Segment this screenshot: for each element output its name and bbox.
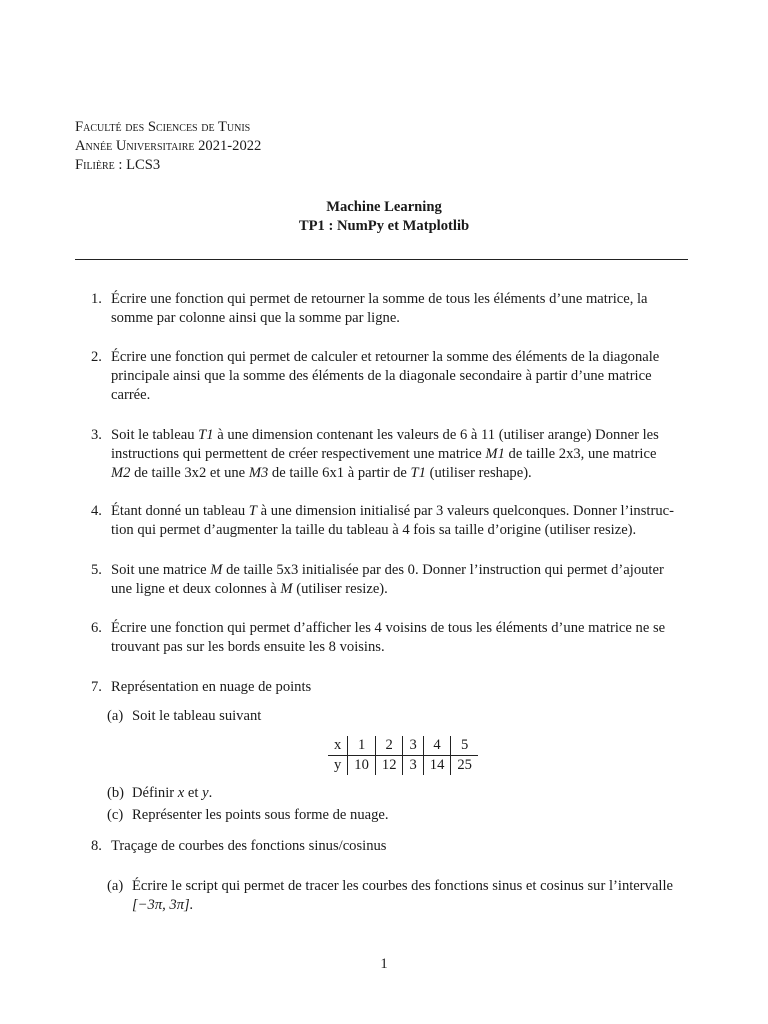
sub-question-text: Écrire le script qui permet de tracer les courbes des fonctions sinus et cosinus sur l’intervalle [132, 878, 674, 894]
question-number: 2. [91, 349, 102, 365]
math-variable: x [177, 785, 185, 801]
question-text-line: Représentation en nuage de points [111, 679, 312, 695]
question-text-line: Soit le tableau T1 à une dimension contenant les valeurs de 6 à 11 (utiliser arange) Donner les [111, 427, 659, 443]
question-text-line: Soit une matrice M de taille 5x3 initialisée par des 0. Donner l’instruction qui permet d’ajouter [111, 562, 664, 578]
question-number: 3. [91, 427, 102, 443]
question-text-line: M2 de taille 3x2 et une M3 de taille 6x1 à partir de T1 (utiliser reshape). [111, 465, 532, 481]
question-text-line: Écrire une fonction qui permet de retourner la somme de tous les éléments d’une matrice, la [111, 291, 648, 307]
math-variable: M3 [248, 465, 269, 481]
filiere: Filière : LCS3 [75, 157, 161, 173]
question-2 [75, 348, 688, 405]
table-cell: 14 [423, 756, 451, 776]
table-cell: 10 [348, 756, 376, 776]
math-variable: M1 [485, 446, 505, 462]
faculty-name: Faculté des Sciences de Tunis [75, 119, 251, 135]
math-variable: T1 [198, 427, 214, 443]
question-7a [107, 707, 688, 726]
document-title [0, 198, 768, 236]
math-variable: y [202, 785, 209, 801]
table-cell: 12 [375, 756, 403, 776]
table-cell: 3 [403, 736, 423, 756]
course-title: Machine Learning [326, 199, 442, 215]
question-text-line: une ligne et deux colonnes à M (utiliser resize). [111, 581, 388, 597]
tp-title: TP1 : NumPy et Matplotlib [298, 218, 470, 234]
question-text-line: carrée. [111, 387, 151, 403]
question-3 [75, 426, 688, 483]
document-header [75, 118, 261, 175]
math-variable: T [248, 503, 257, 519]
table-cell: x [328, 736, 348, 756]
question-text-line: Écrire une fonction qui permet d’afficher les 4 voisins de tous les éléments d’une matrice ne se [111, 620, 666, 636]
math-variable: M [210, 562, 223, 578]
table-row-x [328, 736, 478, 756]
question-text-line: Traçage de courbes des fonctions sinus/cosinus [111, 838, 387, 854]
question-text-line: instructions qui permettent de créer respectivement une matrice M1 de taille 2x3, une matrice [111, 446, 657, 462]
interval-expression: [−3π, 3π]. [132, 897, 194, 913]
page-number: 1 [380, 956, 388, 972]
math-variable: T1 [410, 465, 426, 481]
question-4 [75, 502, 688, 540]
table-cell: 4 [423, 736, 451, 756]
table-cell: y [334, 757, 342, 773]
sub-question-text: Soit le tableau suivant [132, 708, 262, 724]
question-8 [75, 837, 688, 856]
sub-question-label: (a) [107, 708, 124, 724]
table-cell: 1 [348, 736, 376, 756]
math-variable: M2 [111, 465, 131, 481]
academic-year: Année Universitaire 2021-2022 [75, 138, 262, 154]
xy-data-table [328, 736, 478, 775]
table-cell: 5 [451, 736, 478, 756]
sub-question-label: (b) [107, 785, 125, 801]
math-variable: M [280, 581, 293, 597]
question-number: 5. [91, 562, 102, 578]
question-5 [75, 561, 688, 599]
question-text-line: somme par colonne ainsi que la somme par ligne. [111, 310, 400, 326]
question-6 [75, 619, 688, 657]
question-text-line: Écrire une fonction qui permet de calculer et retourner la somme des éléments de la diagonale [111, 349, 660, 365]
sub-question-label: (a) [107, 878, 124, 894]
question-8a [107, 877, 688, 915]
table-cell: 2 [375, 736, 403, 756]
question-7b [107, 784, 688, 803]
question-number: 6. [91, 620, 102, 636]
table-row-y [328, 756, 478, 776]
table-cell: 25 [451, 756, 478, 776]
question-text-line: tion qui permet d’augmenter la taille du tableau à 4 fois sa taille d’origine (utiliser resize). [111, 522, 637, 538]
question-number: 1. [91, 291, 102, 307]
question-number: 7. [91, 679, 102, 695]
title-divider [75, 259, 688, 260]
table-cell: 3 [403, 756, 423, 776]
question-text-line: Étant donné un tableau T à une dimension initialisé par 3 valeurs quelconques. Donner l’instruc- [111, 503, 674, 519]
question-7c [107, 806, 688, 825]
question-7 [75, 678, 688, 697]
sub-question-text: Définir x et y. [132, 785, 213, 801]
question-1 [75, 290, 688, 328]
sub-question-text: Représenter les points sous forme de nuage. [132, 807, 389, 823]
question-text-line: trouvant pas sur les bords ensuite les 8 voisins. [111, 639, 385, 655]
question-number: 4. [91, 503, 102, 519]
question-text-line: principale ainsi que la somme des éléments de la diagonale secondaire à partir d’une matrice [111, 368, 652, 384]
sub-question-label: (c) [107, 807, 124, 823]
question-number: 8. [91, 838, 102, 854]
